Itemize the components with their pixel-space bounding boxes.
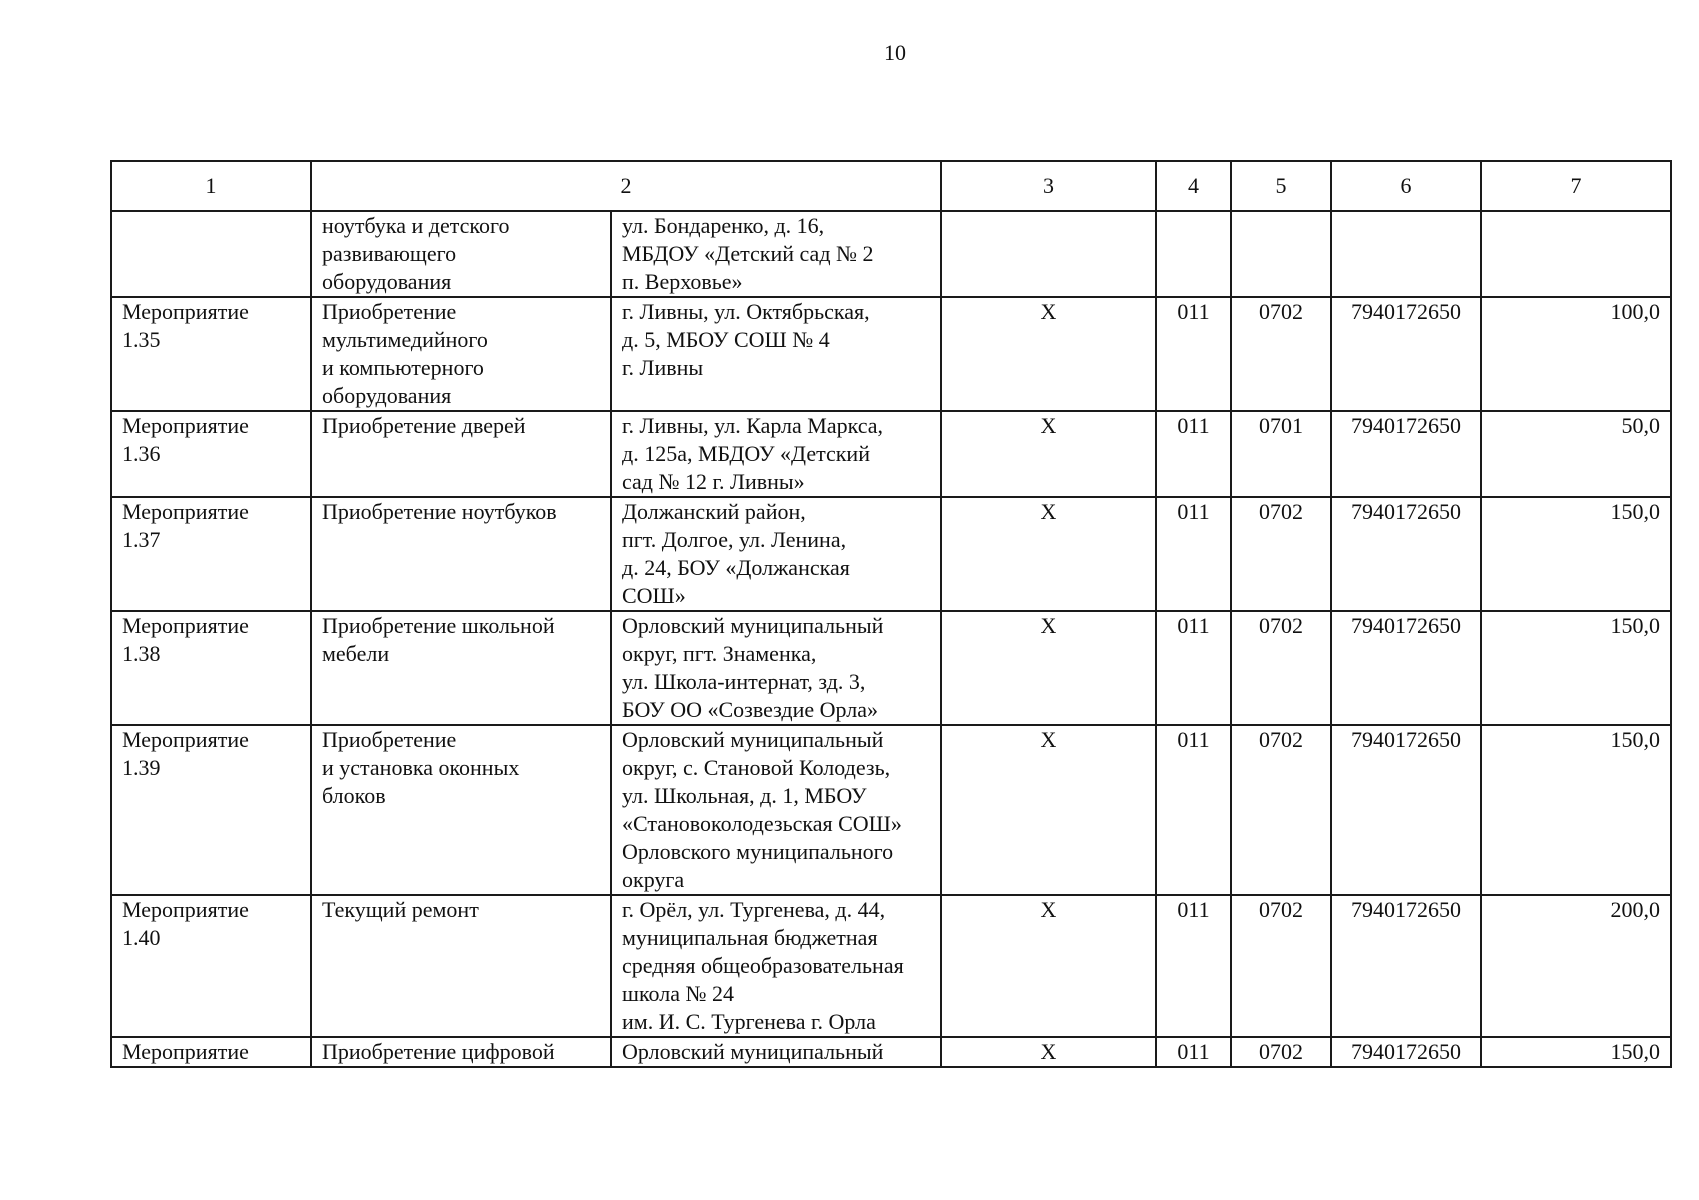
col6-cell: 7940172650 [1331,895,1481,1037]
name-cell: Приобретение мультимедийного и компьютерного оборудования [311,297,611,411]
col4-cell: 011 [1156,611,1231,725]
col6-cell: 7940172650 [1331,611,1481,725]
col7-cell: 200,0 [1481,895,1671,1037]
col4-cell: 011 [1156,297,1231,411]
name-cell: ноутбука и детского развивающего оборудования [311,211,611,297]
table-row [111,497,1671,611]
col4-cell [1156,211,1231,297]
col5-cell: 0702 [1231,497,1331,611]
col4-cell: 011 [1156,725,1231,895]
measure-cell: Мероприятие 1.35 [111,297,311,411]
measure-cell: Мероприятие 1.36 [111,411,311,497]
table-row [111,411,1671,497]
col5-cell: 0702 [1231,725,1331,895]
name-cell: Приобретение дверей [311,411,611,497]
col6-cell: 7940172650 [1331,725,1481,895]
col6-cell: 7940172650 [1331,411,1481,497]
col3-cell: Х [941,611,1156,725]
address-cell: ул. Бондаренко, д. 16, МБДОУ «Детский сад № 2 п. Верховье» [611,211,941,297]
col3-cell: Х [941,411,1156,497]
col4-cell: 011 [1156,1037,1231,1067]
col7-cell: 150,0 [1481,1037,1671,1067]
col6-cell [1331,211,1481,297]
name-cell: Приобретение ноутбуков [311,497,611,611]
table-header-row [111,161,1671,211]
col7-cell: 150,0 [1481,611,1671,725]
table-row [111,211,1671,297]
address-cell: Орловский муниципальный округ, пгт. Знаменка, ул. Школа-интернат, зд. 3, БОУ ОО «Созвездие Орла» [611,611,941,725]
col5-cell: 0701 [1231,411,1331,497]
col5-cell: 0702 [1231,895,1331,1037]
col3-cell: Х [941,497,1156,611]
header-cell-2: 2 [311,161,941,211]
col7-cell: 100,0 [1481,297,1671,411]
col7-cell [1481,211,1671,297]
col4-cell: 011 [1156,411,1231,497]
col6-cell: 7940172650 [1331,1037,1481,1067]
col7-cell: 150,0 [1481,725,1671,895]
measure-cell: Мероприятие 1.40 [111,895,311,1037]
col6-cell: 7940172650 [1331,297,1481,411]
col3-cell: Х [941,725,1156,895]
address-cell: г. Орёл, ул. Тургенева, д. 44, муниципальная бюджетная средняя общеобразовательная школа № 24 им. И. С. Тургенева г. Орла [611,895,941,1037]
measure-cell: Мероприятие 1.39 [111,725,311,895]
document-table [110,160,1672,1068]
header-cell-5: 5 [1231,161,1331,211]
col7-cell: 150,0 [1481,497,1671,611]
measure-cell: Мероприятие [111,1037,311,1067]
col5-cell: 0702 [1231,1037,1331,1067]
measure-cell [111,211,311,297]
address-cell: Должанский район, пгт. Долгое, ул. Ленина, д. 24, БОУ «Должанская СОШ» [611,497,941,611]
address-cell: Орловский муниципальный [611,1037,941,1067]
col4-cell: 011 [1156,497,1231,611]
name-cell: Приобретение и установка оконных блоков [311,725,611,895]
col3-cell: Х [941,895,1156,1037]
address-cell: г. Ливны, ул. Октябрьская, д. 5, МБОУ СОШ № 4 г. Ливны [611,297,941,411]
header-cell-6: 6 [1331,161,1481,211]
name-cell: Приобретение цифровой [311,1037,611,1067]
col5-cell: 0702 [1231,297,1331,411]
col5-cell: 0702 [1231,611,1331,725]
table-row [111,1037,1671,1067]
col4-cell: 011 [1156,895,1231,1037]
name-cell: Приобретение школьной мебели [311,611,611,725]
col3-cell [941,211,1156,297]
col3-cell: Х [941,297,1156,411]
name-cell: Текущий ремонт [311,895,611,1037]
measure-cell: Мероприятие 1.38 [111,611,311,725]
header-cell-7: 7 [1481,161,1671,211]
col3-cell: Х [941,1037,1156,1067]
table-row [111,895,1671,1037]
measure-cell: Мероприятие 1.37 [111,497,311,611]
col7-cell: 50,0 [1481,411,1671,497]
header-cell-1: 1 [111,161,311,211]
address-cell: Орловский муниципальный округ, с. Становой Колодезь, ул. Школьная, д. 1, МБОУ «Становоколодезьская СОШ» Орловского муниципального округа [611,725,941,895]
table-row [111,297,1671,411]
header-cell-3: 3 [941,161,1156,211]
page-number: 10 [884,40,906,65]
col5-cell [1231,211,1331,297]
table-row [111,611,1671,725]
address-cell: г. Ливны, ул. Карла Маркса, д. 125а, МБДОУ «Детский сад № 12 г. Ливны» [611,411,941,497]
col6-cell: 7940172650 [1331,497,1481,611]
header-cell-4: 4 [1156,161,1231,211]
table-row [111,725,1671,895]
